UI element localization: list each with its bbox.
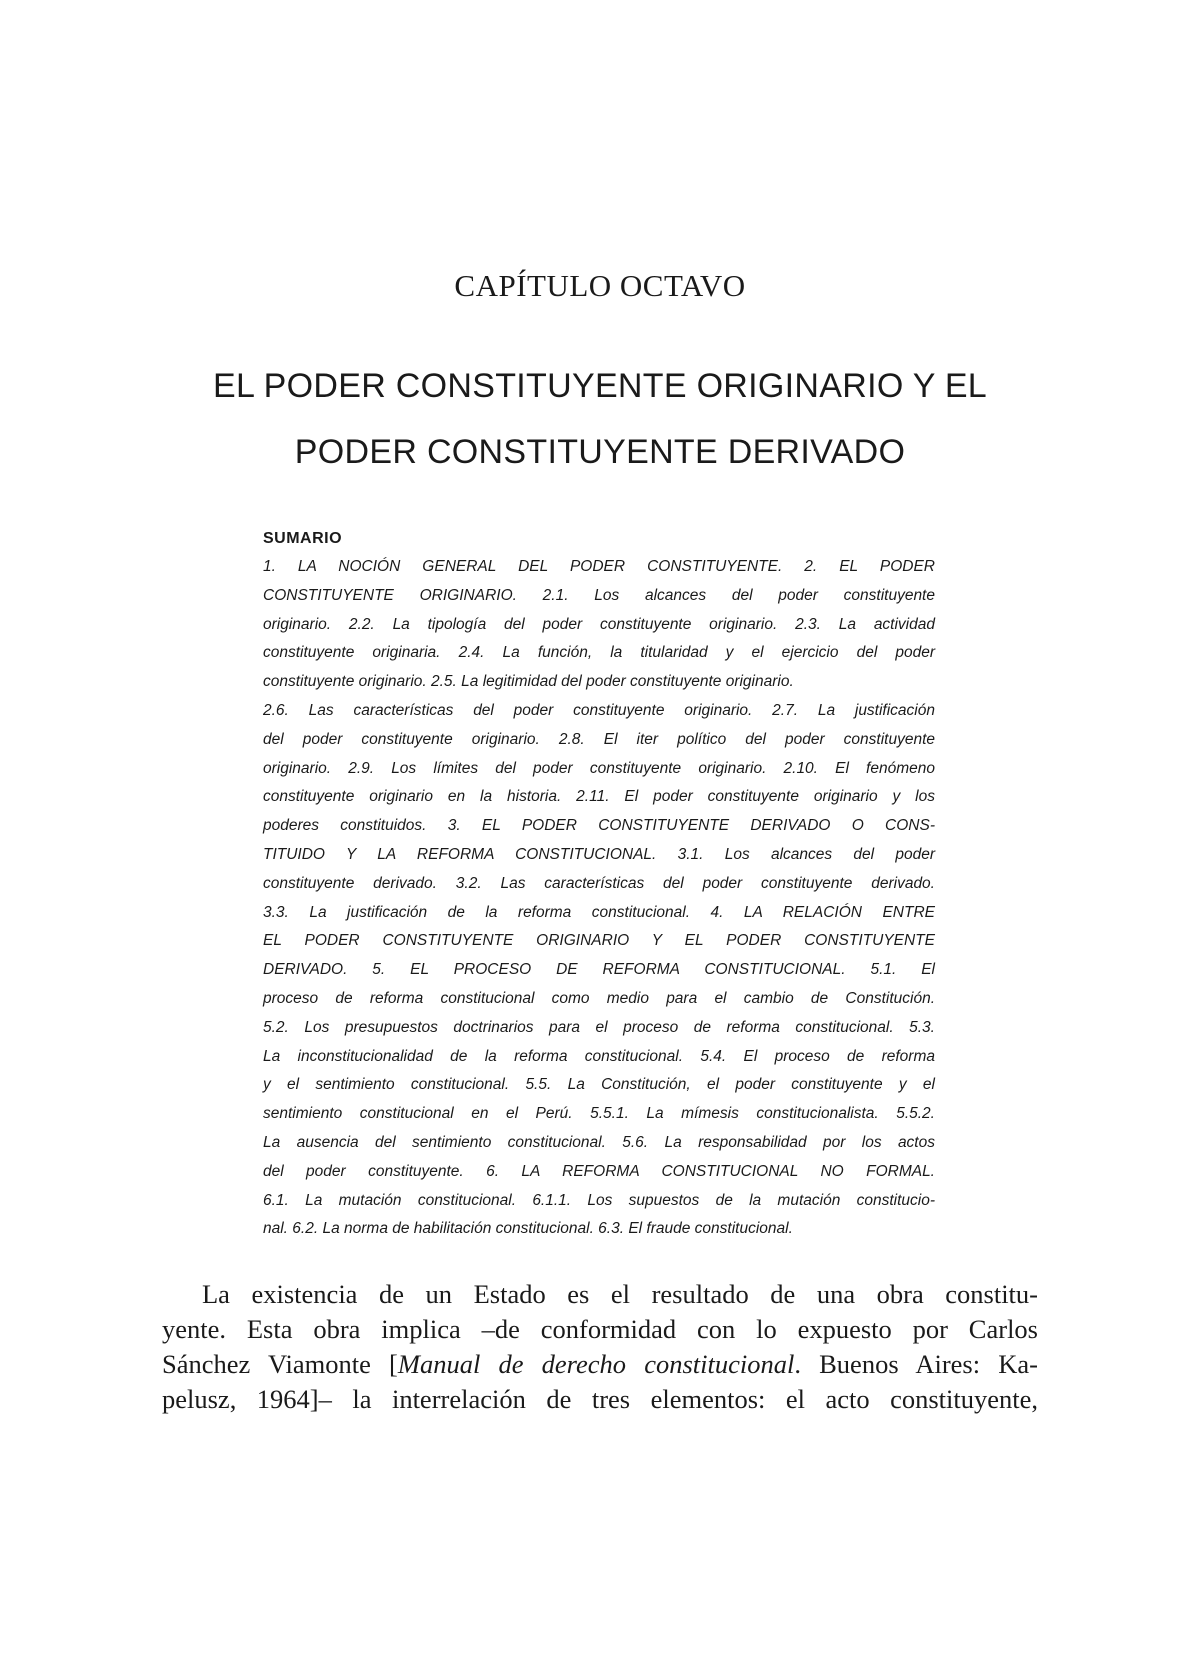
summary-line: 6.1. La mutación constitucional. 6.1.1. Los supuestos de la mutación constitucio-	[263, 1191, 935, 1209]
summary-line: EL PODER CONSTITUYENTE ORIGINARIO Y EL PODER CONSTITUYENTE	[263, 932, 935, 950]
summary-line: constituyente derivado. 3.2. Las características del poder constituyente derivado.	[263, 874, 935, 892]
chapter-label: CAPÍTULO OCTAVO	[454, 268, 746, 303]
summary-line: 1. LA NOCIÓN GENERAL DEL PODER CONSTITUYENTE. 2. EL PODER	[263, 558, 935, 575]
summary-line: La ausencia del sentimiento constitucional. 5.6. La responsabilidad por los actos	[263, 1133, 935, 1151]
body-line: yente. Esta obra implica –de conformidad con lo expuesto por Carlos	[162, 1314, 1038, 1344]
summary-line: constituyente originario. 2.5. La legitimidad del poder constituyente originario.	[263, 673, 794, 691]
summary-line: del poder constituyente. 6. LA REFORMA CONSTITUCIONAL NO FORMAL.	[263, 1162, 935, 1180]
summary-line: poderes constituidos. 3. EL PODER CONSTITUYENTE DERIVADO O CONS-	[263, 817, 935, 835]
body-line: pelusz, 1964]– la interrelación de tres elementos: el acto constituyente,	[162, 1384, 1038, 1414]
chapter-title-line: PODER CONSTITUYENTE DERIVADO	[294, 433, 906, 471]
summary-line: TITUIDO Y LA REFORMA CONSTITUCIONAL. 3.1. Los alcances del poder	[263, 845, 935, 863]
summary-line: 2.6. Las características del poder constituyente originario. 2.7. La justificación	[263, 701, 935, 719]
summary-line: DERIVADO. 5. EL PROCESO DE REFORMA CONSTITUCIONAL. 5.1. El	[263, 961, 935, 979]
summary-line: del poder constituyente originario. 2.8. El iter político del poder constituyente	[263, 730, 935, 748]
summary-line: constituyente originario en la historia. 2.11. El poder constituyente originario y los	[263, 788, 935, 806]
body-text-segment: . Buenos Aires: Ka-	[794, 1349, 1038, 1379]
summary-line: 5.2. Los presupuestos doctrinarios para el proceso de reforma constitucional. 5.3.	[263, 1018, 935, 1036]
summary-line: 3.3. La justificación de la reforma constitucional. 4. LA RELACIÓN ENTRE	[263, 903, 935, 921]
summary-line: proceso de reforma constitucional como medio para el cambio de Constitución.	[263, 989, 935, 1007]
book-title-citation: Manual de derecho constitucional	[397, 1349, 795, 1379]
chapter-title-line: EL PODER CONSTITUYENTE ORIGINARIO Y EL	[212, 367, 988, 405]
body-line	[162, 1347, 1038, 1382]
summary-line: sentimiento constitucional en el Perú. 5.5.1. La mímesis constitucionalista. 5.5.2.	[263, 1105, 935, 1123]
summary-heading: SUMARIO	[263, 530, 343, 547]
summary-line: originario. 2.2. La tipología del poder constituyente originario. 2.3. La actividad	[263, 615, 935, 633]
body-paragraph	[162, 1277, 1038, 1417]
body-line: La existencia de un Estado es el resultado de una obra constitu-	[202, 1279, 1038, 1309]
summary-line: La inconstitucionalidad de la reforma constitucional. 5.4. El proceso de reforma	[263, 1047, 935, 1065]
summary-line: nal. 6.2. La norma de habilitación constitucional. 6.3. El fraude constitucional.	[263, 1220, 793, 1238]
summary-line: constituyente originaria. 2.4. La función, la titularidad y el ejercicio del poder	[263, 644, 935, 662]
summary-block	[263, 528, 935, 1244]
summary-line: y el sentimiento constitucional. 5.5. La Constitución, el poder constituyente y el	[263, 1076, 935, 1094]
summary-line: CONSTITUYENTE ORIGINARIO. 2.1. Los alcances del poder constituyente	[263, 586, 935, 604]
body-text-segment: Sánchez Viamonte [	[162, 1349, 398, 1379]
chapter-title	[150, 353, 1050, 485]
summary-line: originario. 2.9. Los límites del poder constituyente originario. 2.10. El fenómeno	[263, 759, 935, 777]
summary-text	[263, 553, 935, 1244]
